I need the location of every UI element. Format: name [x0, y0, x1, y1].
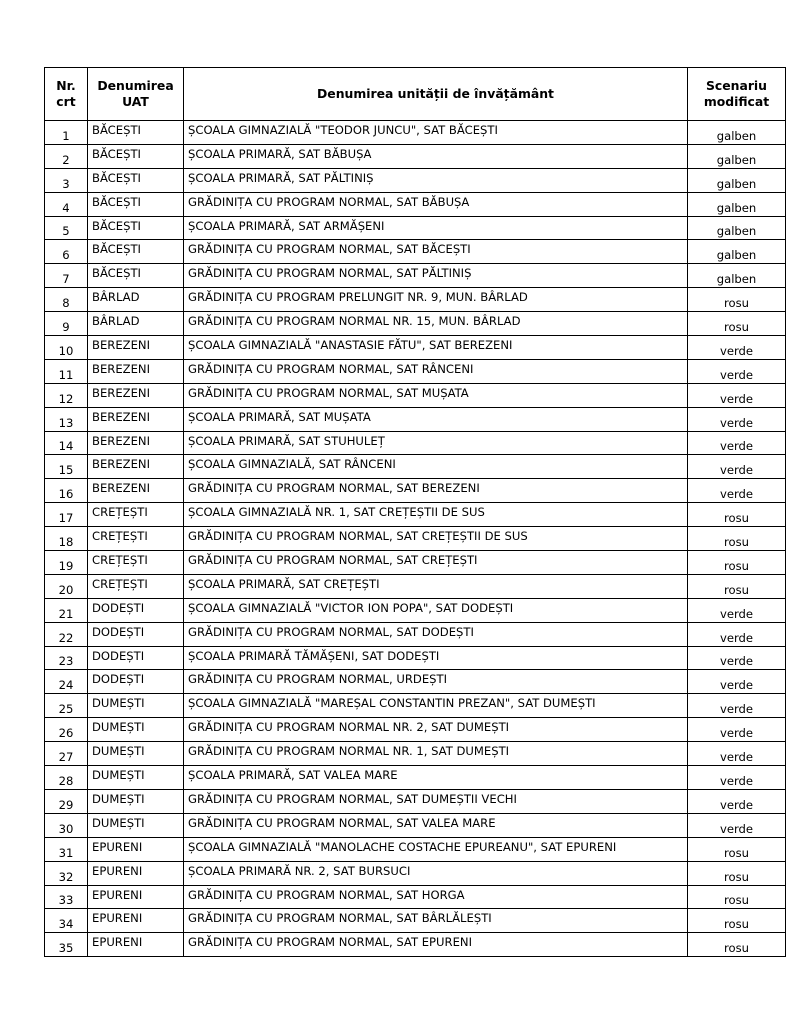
scenario-status: rosu: [688, 837, 786, 861]
scenario-status: rosu: [688, 551, 786, 575]
unit-name: GRĂDINIȚA CU PROGRAM NORMAL, SAT HORGA: [184, 885, 688, 909]
row-number: 4: [45, 192, 88, 216]
uat-name: EPURENI: [88, 885, 184, 909]
uat-name: BEREZENI: [88, 359, 184, 383]
row-number: 33: [45, 885, 88, 909]
table-row: [45, 885, 786, 909]
unit-name: GRĂDINIȚA CU PROGRAM NORMAL, SAT VALEA MARE: [184, 813, 688, 837]
scenario-status: rosu: [688, 861, 786, 885]
table-row: [45, 216, 786, 240]
uat-name: CREȚEȘTI: [88, 503, 184, 527]
scenario-status: rosu: [688, 503, 786, 527]
row-number: 30: [45, 813, 88, 837]
scenario-status: galben: [688, 168, 786, 192]
row-number: 24: [45, 670, 88, 694]
scenario-status: galben: [688, 144, 786, 168]
table-row: [45, 312, 786, 336]
row-number: 3: [45, 168, 88, 192]
scenario-status: verde: [688, 455, 786, 479]
uat-name: DODEȘTI: [88, 622, 184, 646]
scenario-status: galben: [688, 240, 786, 264]
scenario-status: verde: [688, 718, 786, 742]
unit-name: ȘCOALA PRIMARĂ, SAT CREȚEȘTI: [184, 574, 688, 598]
uat-name: EPURENI: [88, 837, 184, 861]
header-nr: Nr. crt: [45, 68, 88, 121]
unit-name: ȘCOALA GIMNAZIALĂ "TEODOR JUNCU", SAT BĂCEȘTI: [184, 121, 688, 145]
scenario-status: rosu: [688, 574, 786, 598]
unit-name: ȘCOALA PRIMARĂ, SAT BĂBUȘA: [184, 144, 688, 168]
unit-name: ȘCOALA PRIMARĂ, SAT VALEA MARE: [184, 766, 688, 790]
unit-name: GRĂDINIȚA CU PROGRAM NORMAL, SAT BĂCEȘTI: [184, 240, 688, 264]
uat-name: BEREZENI: [88, 383, 184, 407]
table-row: [45, 240, 786, 264]
scenario-status: galben: [688, 192, 786, 216]
scenario-status: verde: [688, 479, 786, 503]
scenario-status: galben: [688, 121, 786, 145]
table-row: [45, 574, 786, 598]
table-row: [45, 359, 786, 383]
row-number: 5: [45, 216, 88, 240]
unit-name: GRĂDINIȚA CU PROGRAM NORMAL, SAT BEREZENI: [184, 479, 688, 503]
unit-name: ȘCOALA GIMNAZIALĂ "MANOLACHE COSTACHE EPUREANU", SAT EPURENI: [184, 837, 688, 861]
scenario-status: verde: [688, 383, 786, 407]
table-row: [45, 336, 786, 360]
row-number: 18: [45, 527, 88, 551]
row-number: 6: [45, 240, 88, 264]
uat-name: EPURENI: [88, 861, 184, 885]
unit-name: GRĂDINIȚA CU PROGRAM NORMAL NR. 1, SAT DUMEȘTI: [184, 742, 688, 766]
table-row: [45, 479, 786, 503]
scenario-status: rosu: [688, 312, 786, 336]
unit-name: ȘCOALA GIMNAZIALĂ "ANASTASIE FĂTU", SAT BEREZENI: [184, 336, 688, 360]
table-row: [45, 766, 786, 790]
unit-name: ȘCOALA PRIMARĂ TĂMĂȘENI, SAT DODEȘTI: [184, 646, 688, 670]
table-row: [45, 789, 786, 813]
row-number: 17: [45, 503, 88, 527]
row-number: 14: [45, 431, 88, 455]
table-body: [45, 121, 786, 957]
table-row: [45, 503, 786, 527]
uat-name: BEREZENI: [88, 407, 184, 431]
scenario-status: verde: [688, 742, 786, 766]
table-row: [45, 431, 786, 455]
scenario-status: verde: [688, 813, 786, 837]
row-number: 27: [45, 742, 88, 766]
uat-name: DUMEȘTI: [88, 718, 184, 742]
uat-name: BĂCEȘTI: [88, 216, 184, 240]
uat-name: BÂRLAD: [88, 288, 184, 312]
row-number: 26: [45, 718, 88, 742]
uat-name: BÂRLAD: [88, 312, 184, 336]
row-number: 32: [45, 861, 88, 885]
unit-name: GRĂDINIȚA CU PROGRAM NORMAL, SAT DODEȘTI: [184, 622, 688, 646]
unit-name: ȘCOALA PRIMARĂ, SAT PĂLTINIȘ: [184, 168, 688, 192]
table-row: [45, 407, 786, 431]
scenario-status: verde: [688, 766, 786, 790]
row-number: 28: [45, 766, 88, 790]
table-row: [45, 861, 786, 885]
scenario-status: rosu: [688, 933, 786, 957]
row-number: 22: [45, 622, 88, 646]
uat-name: BĂCEȘTI: [88, 240, 184, 264]
scenario-status: verde: [688, 359, 786, 383]
unit-name: ȘCOALA PRIMARĂ, SAT ARMĂȘENI: [184, 216, 688, 240]
unit-name: GRĂDINIȚA CU PROGRAM NORMAL, SAT BÂRLĂLEȘTI: [184, 909, 688, 933]
scenario-status: galben: [688, 264, 786, 288]
table-row: [45, 527, 786, 551]
uat-name: BĂCEȘTI: [88, 192, 184, 216]
table-row: [45, 742, 786, 766]
scenario-status: rosu: [688, 885, 786, 909]
table-row: [45, 646, 786, 670]
table-row: [45, 622, 786, 646]
unit-name: GRĂDINIȚA CU PROGRAM NORMAL NR. 15, MUN. BÂRLAD: [184, 312, 688, 336]
scenario-status: verde: [688, 646, 786, 670]
table-row: [45, 551, 786, 575]
uat-name: BĂCEȘTI: [88, 144, 184, 168]
row-number: 2: [45, 144, 88, 168]
row-number: 11: [45, 359, 88, 383]
row-number: 23: [45, 646, 88, 670]
row-number: 29: [45, 789, 88, 813]
unit-name: GRĂDINIȚA CU PROGRAM NORMAL, SAT CREȚEȘTI: [184, 551, 688, 575]
unit-name: ȘCOALA GIMNAZIALĂ "VICTOR ION POPA", SAT DODEȘTI: [184, 598, 688, 622]
row-number: 13: [45, 407, 88, 431]
unit-name: GRĂDINIȚA CU PROGRAM NORMAL, SAT EPURENI: [184, 933, 688, 957]
row-number: 31: [45, 837, 88, 861]
table-row: [45, 598, 786, 622]
scenario-status: verde: [688, 407, 786, 431]
table-header-row: [45, 68, 786, 121]
table-row: [45, 264, 786, 288]
table-row: [45, 933, 786, 957]
schools-table: [44, 67, 786, 957]
row-number: 10: [45, 336, 88, 360]
table-row: [45, 694, 786, 718]
uat-name: EPURENI: [88, 933, 184, 957]
header-unit: Denumirea unității de învățământ: [184, 68, 688, 121]
scenario-status: rosu: [688, 909, 786, 933]
scenario-status: verde: [688, 431, 786, 455]
uat-name: DODEȘTI: [88, 598, 184, 622]
row-number: 7: [45, 264, 88, 288]
table-row: [45, 144, 786, 168]
unit-name: ȘCOALA PRIMARĂ NR. 2, SAT BURSUCI: [184, 861, 688, 885]
uat-name: DODEȘTI: [88, 670, 184, 694]
uat-name: DUMEȘTI: [88, 789, 184, 813]
row-number: 21: [45, 598, 88, 622]
table-row: [45, 837, 786, 861]
unit-name: ȘCOALA GIMNAZIALĂ "MAREȘAL CONSTANTIN PREZAN", SAT DUMEȘTI: [184, 694, 688, 718]
unit-name: ȘCOALA GIMNAZIALĂ NR. 1, SAT CREȚEȘTII DE SUS: [184, 503, 688, 527]
header-uat: Denumirea UAT: [88, 68, 184, 121]
row-number: 15: [45, 455, 88, 479]
row-number: 9: [45, 312, 88, 336]
table-row: [45, 455, 786, 479]
uat-name: CREȚEȘTI: [88, 527, 184, 551]
scenario-status: verde: [688, 598, 786, 622]
table-row: [45, 813, 786, 837]
table-row: [45, 168, 786, 192]
unit-name: GRĂDINIȚA CU PROGRAM NORMAL, SAT CREȚEȘTII DE SUS: [184, 527, 688, 551]
unit-name: GRĂDINIȚA CU PROGRAM NORMAL, SAT RÂNCENI: [184, 359, 688, 383]
scenario-status: verde: [688, 694, 786, 718]
uat-name: BĂCEȘTI: [88, 264, 184, 288]
row-number: 12: [45, 383, 88, 407]
uat-name: CREȚEȘTI: [88, 551, 184, 575]
table-row: [45, 718, 786, 742]
uat-name: BĂCEȘTI: [88, 168, 184, 192]
unit-name: GRĂDINIȚA CU PROGRAM NORMAL, SAT MUȘATA: [184, 383, 688, 407]
uat-name: BEREZENI: [88, 479, 184, 503]
row-number: 1: [45, 121, 88, 145]
uat-name: DUMEȘTI: [88, 742, 184, 766]
table-row: [45, 288, 786, 312]
uat-name: EPURENI: [88, 909, 184, 933]
uat-name: BEREZENI: [88, 455, 184, 479]
uat-name: BEREZENI: [88, 431, 184, 455]
row-number: 19: [45, 551, 88, 575]
uat-name: DODEȘTI: [88, 646, 184, 670]
table-row: [45, 121, 786, 145]
unit-name: ȘCOALA PRIMARĂ, SAT MUȘATA: [184, 407, 688, 431]
row-number: 25: [45, 694, 88, 718]
table-row: [45, 383, 786, 407]
unit-name: GRĂDINIȚA CU PROGRAM PRELUNGIT NR. 9, MUN. BÂRLAD: [184, 288, 688, 312]
uat-name: DUMEȘTI: [88, 813, 184, 837]
scenario-status: galben: [688, 216, 786, 240]
row-number: 35: [45, 933, 88, 957]
scenario-status: verde: [688, 622, 786, 646]
scenario-status: rosu: [688, 527, 786, 551]
unit-name: ȘCOALA PRIMARĂ, SAT STUHULEȚ: [184, 431, 688, 455]
table-row: [45, 670, 786, 694]
unit-name: GRĂDINIȚA CU PROGRAM NORMAL NR. 2, SAT DUMEȘTI: [184, 718, 688, 742]
unit-name: GRĂDINIȚA CU PROGRAM NORMAL, SAT DUMEȘTII VECHI: [184, 789, 688, 813]
unit-name: GRĂDINIȚA CU PROGRAM NORMAL, SAT BĂBUȘA: [184, 192, 688, 216]
uat-name: CREȚEȘTI: [88, 574, 184, 598]
scenario-status: verde: [688, 670, 786, 694]
uat-name: BEREZENI: [88, 336, 184, 360]
uat-name: DUMEȘTI: [88, 766, 184, 790]
scenario-status: verde: [688, 336, 786, 360]
row-number: 20: [45, 574, 88, 598]
table-row: [45, 192, 786, 216]
header-scenario: Scenariu modificat: [688, 68, 786, 121]
row-number: 34: [45, 909, 88, 933]
scenario-status: verde: [688, 789, 786, 813]
uat-name: DUMEȘTI: [88, 694, 184, 718]
uat-name: BĂCEȘTI: [88, 121, 184, 145]
scenario-status: rosu: [688, 288, 786, 312]
row-number: 16: [45, 479, 88, 503]
unit-name: GRĂDINIȚA CU PROGRAM NORMAL, URDEȘTI: [184, 670, 688, 694]
unit-name: GRĂDINIȚA CU PROGRAM NORMAL, SAT PĂLTINIȘ: [184, 264, 688, 288]
table-row: [45, 909, 786, 933]
unit-name: ȘCOALA GIMNAZIALĂ, SAT RÂNCENI: [184, 455, 688, 479]
row-number: 8: [45, 288, 88, 312]
